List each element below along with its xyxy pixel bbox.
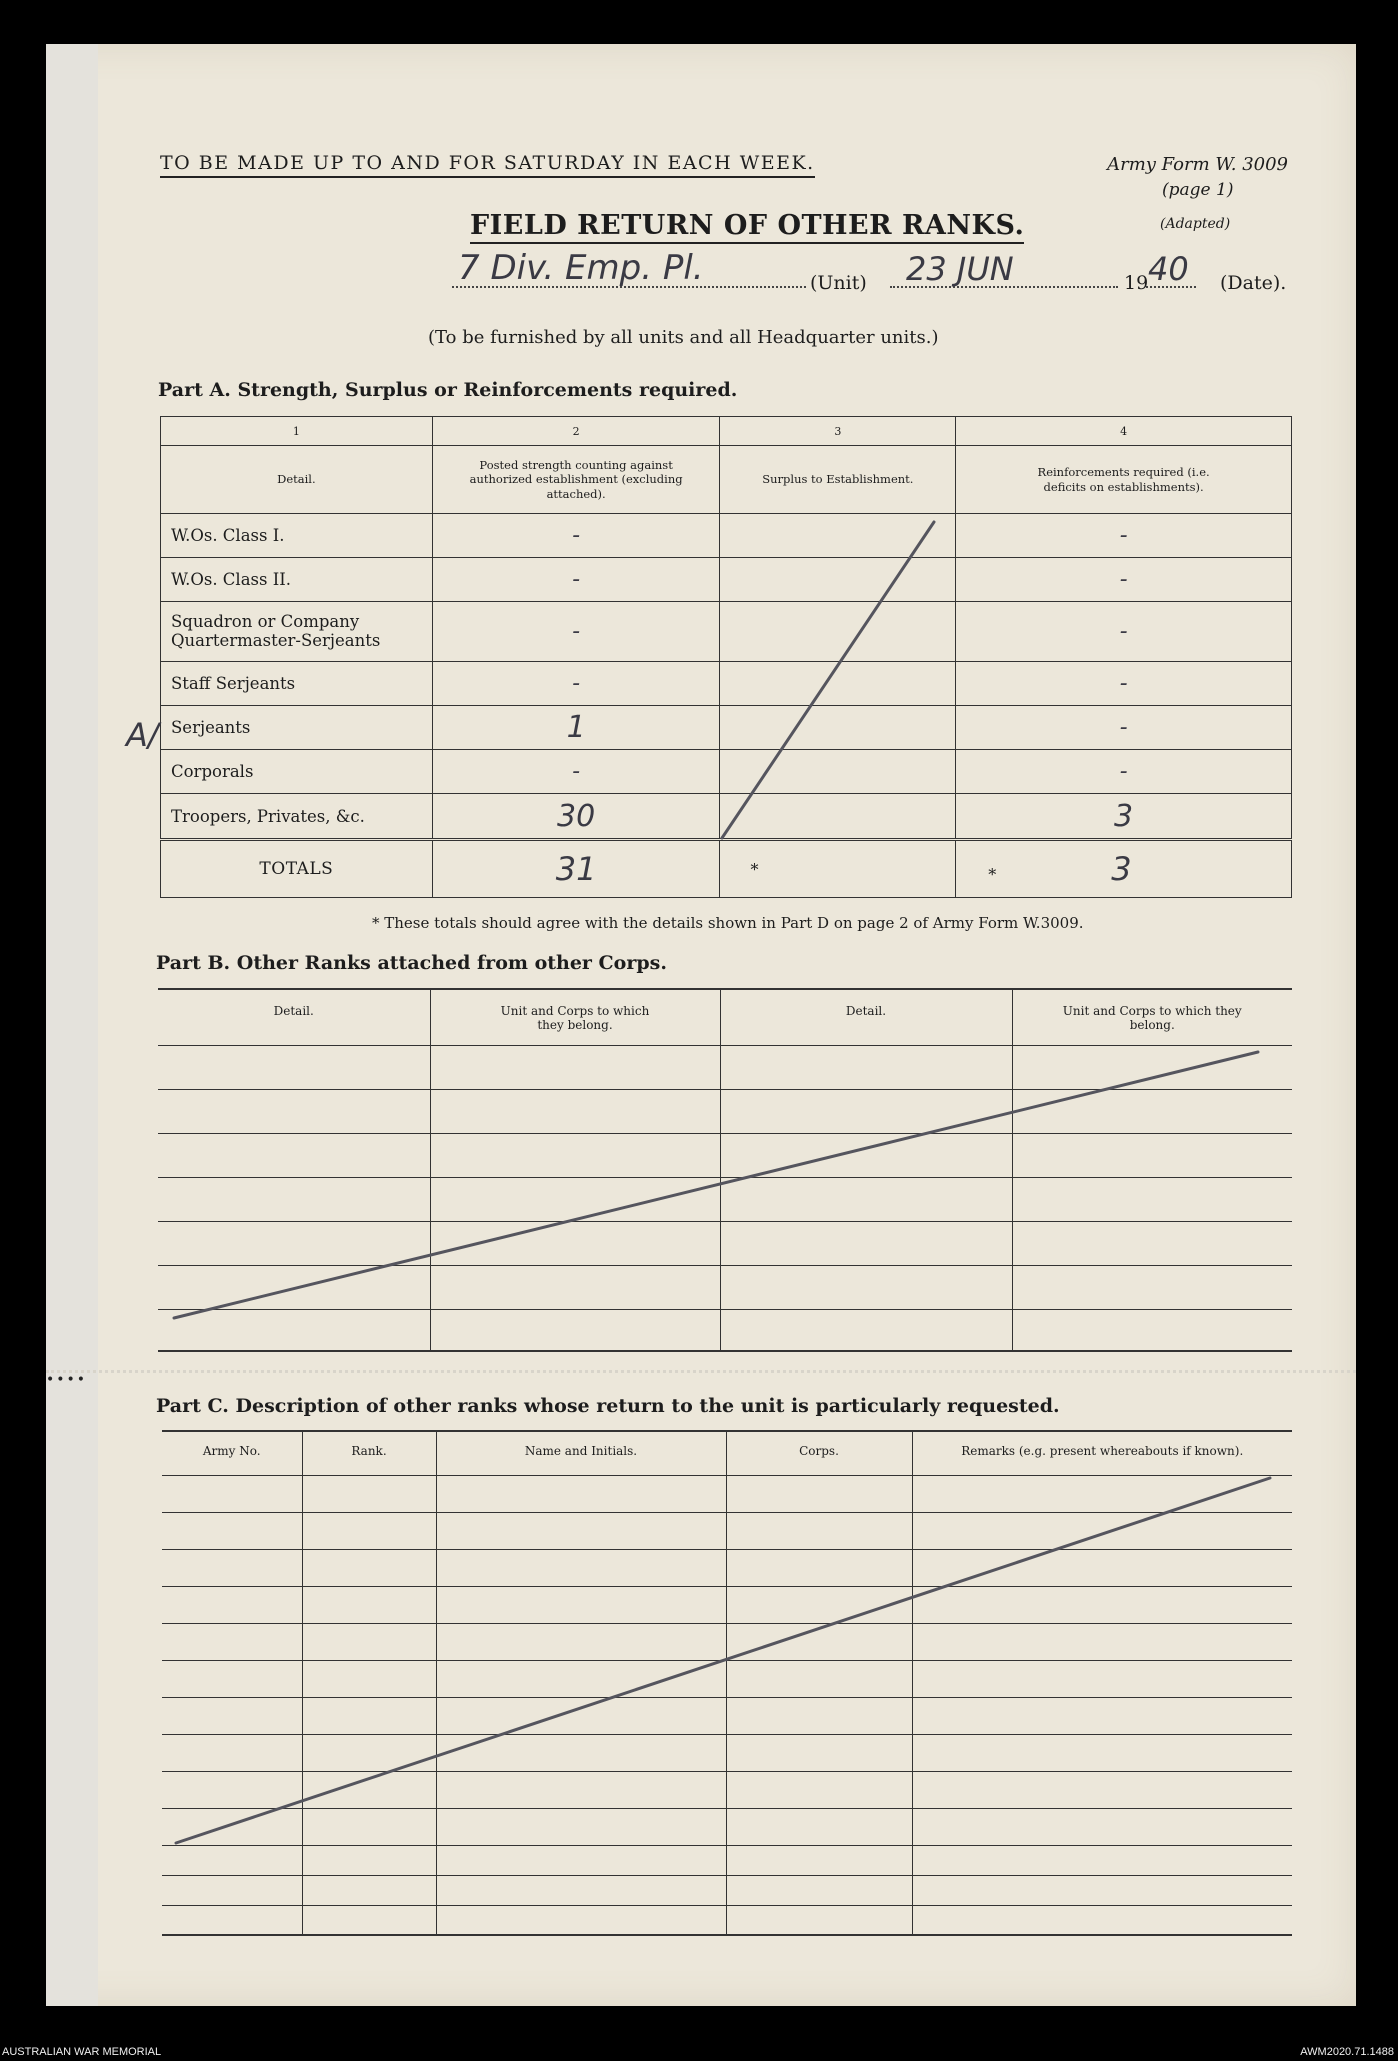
posted-value: -	[432, 558, 720, 602]
col-number-1: 1	[161, 417, 433, 446]
col-header-unit-corps: Unit and Corps to which they belong.	[430, 989, 720, 1045]
col-number-4: 4	[956, 417, 1292, 446]
posted-value: 1	[432, 706, 720, 750]
row-label: W.Os. Class I.	[161, 514, 433, 558]
footer-right: AWM2020.71.1488	[1300, 2046, 1394, 2058]
totals-reinf-value: 3	[1111, 850, 1132, 888]
date-value: 23 JUN	[906, 250, 1014, 288]
posted-value: -	[432, 750, 720, 794]
posted-value: -	[432, 514, 720, 558]
col-header-reinforcements: Reinforcements required (i.e. deficits on establishments).	[956, 446, 1292, 514]
part-b-heading: Part B. Other Ranks attached from other Corps.	[156, 952, 667, 974]
col-header-corps: Corps.	[726, 1431, 912, 1475]
col-number-3: 3	[720, 417, 956, 446]
posted-value: -	[432, 602, 720, 662]
page-title: FIELD RETURN OF OTHER RANKS.	[470, 210, 1024, 244]
col-header-unit-corps-2: Unit and Corps to which they belong.	[1012, 989, 1292, 1045]
col-header-detail: Detail.	[161, 446, 433, 514]
part-c-heading: Part C. Description of other ranks whose return to the unit is particularly requested.	[156, 1395, 1060, 1417]
year-suffix: 40	[1148, 250, 1189, 288]
form-number: Army Form W. 3009	[1107, 154, 1288, 175]
margin-note: A/	[126, 716, 159, 754]
col-header-rank: Rank.	[302, 1431, 436, 1475]
year-prefix: 19	[1124, 272, 1149, 294]
col-header-surplus: Surplus to Establishment.	[720, 446, 956, 514]
col-number-2: 2	[432, 417, 720, 446]
form-page: (page 1)	[1162, 180, 1234, 200]
totals-surplus-marker: *	[720, 840, 956, 898]
posted-value: -	[432, 662, 720, 706]
subtitle: (To be furnished by all units and all Headquarter units.)	[428, 327, 939, 348]
instruction-text: TO BE MADE UP TO AND FOR SATURDAY IN EACH WEEK.	[160, 152, 815, 178]
date-label: (Date).	[1220, 272, 1287, 294]
row-label: W.Os. Class II.	[161, 558, 433, 602]
part-a-heading: Part A. Strength, Surplus or Reinforcements required.	[158, 379, 738, 401]
col-header-army-no: Army No.	[162, 1431, 302, 1475]
row-label: Squadron or Company Quartermaster-Serjeants	[161, 602, 433, 662]
posted-value: 30	[432, 794, 720, 840]
row-label: Corporals	[161, 750, 433, 794]
footnote: * These totals should agree with the details shown in Part D on page 2 of Army Form W.3009.	[372, 914, 1084, 932]
footer-left: AUSTRALIAN WAR MEMORIAL	[2, 2046, 162, 2058]
col-header-name: Name and Initials.	[436, 1431, 726, 1475]
unit-value: 7 Div. Emp. Pl.	[458, 248, 704, 288]
col-header-remarks: Remarks (e.g. present whereabouts if known).	[912, 1431, 1292, 1475]
col-header-posted: Posted strength counting against authorized establishment (excluding attached).	[432, 446, 720, 514]
perforation-dots: ••••	[46, 1372, 88, 1388]
unit-label: (Unit)	[810, 272, 867, 294]
reinforcement-value: 3	[956, 794, 1292, 840]
reinforcement-value: -	[956, 750, 1292, 794]
reinforcement-value: -	[956, 662, 1292, 706]
reinforcement-value: -	[956, 706, 1292, 750]
row-label: Serjeants	[161, 706, 433, 750]
col-header-detail: Detail.	[158, 989, 430, 1045]
reinforcement-value: -	[956, 558, 1292, 602]
totals-posted: 31	[432, 840, 720, 898]
row-label: Troopers, Privates, &c.	[161, 794, 433, 840]
totals-reinf-marker: *	[988, 865, 997, 884]
reinforcement-value: -	[956, 602, 1292, 662]
reinforcement-value: -	[956, 514, 1292, 558]
row-label: Staff Serjeants	[161, 662, 433, 706]
totals-label: TOTALS	[161, 840, 433, 898]
form-adapted: (Adapted)	[1160, 216, 1231, 232]
col-header-detail-2: Detail.	[720, 989, 1012, 1045]
